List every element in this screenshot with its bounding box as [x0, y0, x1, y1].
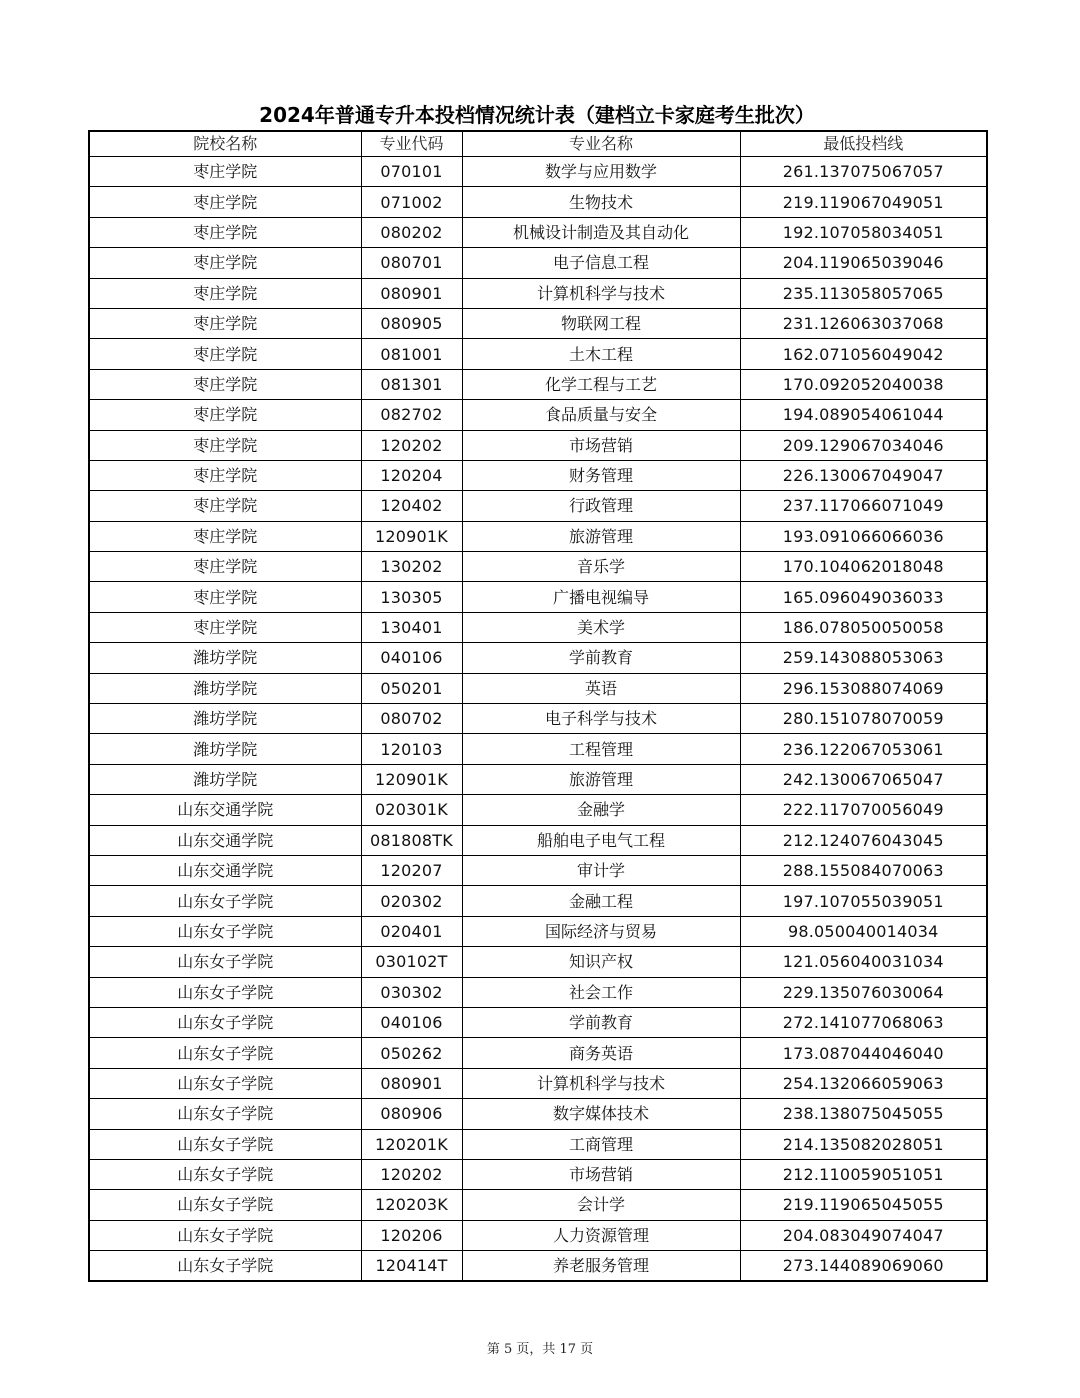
major-name-cell: 音乐学 [462, 552, 740, 582]
table-row [89, 1159, 987, 1189]
school-name-cell: 枣庄学院 [89, 278, 361, 308]
table-row [89, 278, 987, 308]
school-name-cell: 潍坊学院 [89, 704, 361, 734]
school-name-cell: 山东女子学院 [89, 1068, 361, 1098]
table-row [89, 521, 987, 551]
major-name-cell: 电子信息工程 [462, 248, 740, 278]
table-header-row [89, 131, 987, 157]
school-name-cell: 枣庄学院 [89, 430, 361, 460]
table-body [89, 157, 987, 1282]
table-row [89, 855, 987, 885]
min-score-cell: 231.126063037068 [740, 308, 987, 338]
major-name-cell: 土木工程 [462, 339, 740, 369]
major-code-cell: 040106 [361, 1007, 462, 1037]
table-row [89, 1038, 987, 1068]
major-code-cell: 080901 [361, 1068, 462, 1098]
min-score-cell: 236.122067053061 [740, 734, 987, 764]
major-name-cell: 物联网工程 [462, 308, 740, 338]
school-name-cell: 枣庄学院 [89, 552, 361, 582]
table-row [89, 491, 987, 521]
major-name-cell: 数学与应用数学 [462, 157, 740, 187]
major-code-cell: 120402 [361, 491, 462, 521]
table-row [89, 947, 987, 977]
major-code-cell: 030102T [361, 947, 462, 977]
table-row [89, 157, 987, 187]
major-name-cell: 工程管理 [462, 734, 740, 764]
major-code-cell: 120901K [361, 764, 462, 794]
major-name-cell: 生物技术 [462, 187, 740, 217]
major-code-cell: 080906 [361, 1099, 462, 1129]
major-code-cell: 080901 [361, 278, 462, 308]
major-code-cell: 130305 [361, 582, 462, 612]
major-code-cell: 120206 [361, 1220, 462, 1250]
major-name-cell: 养老服务管理 [462, 1251, 740, 1282]
school-name-cell: 山东女子学院 [89, 1129, 361, 1159]
min-score-cell: 254.132066059063 [740, 1068, 987, 1098]
major-code-cell: 050201 [361, 673, 462, 703]
school-name-cell: 山东交通学院 [89, 855, 361, 885]
table-row [89, 582, 987, 612]
major-name-cell: 学前教育 [462, 1007, 740, 1037]
major-code-cell: 070101 [361, 157, 462, 187]
school-name-cell: 枣庄学院 [89, 217, 361, 247]
school-name-cell: 山东交通学院 [89, 795, 361, 825]
major-code-cell: 020401 [361, 916, 462, 946]
school-name-cell: 山东女子学院 [89, 1099, 361, 1129]
min-score-cell: 170.104062018048 [740, 552, 987, 582]
school-name-cell: 枣庄学院 [89, 612, 361, 642]
major-code-cell: 082702 [361, 400, 462, 430]
major-name-cell: 旅游管理 [462, 521, 740, 551]
min-score-cell: 194.089054061044 [740, 400, 987, 430]
school-name-cell: 山东女子学院 [89, 1007, 361, 1037]
min-score-cell: 162.071056049042 [740, 339, 987, 369]
min-score-cell: 165.096049036033 [740, 582, 987, 612]
table-row [89, 825, 987, 855]
major-name-cell: 美术学 [462, 612, 740, 642]
major-code-cell: 120203K [361, 1190, 462, 1220]
major-code-cell: 120202 [361, 1159, 462, 1189]
table-row [89, 1220, 987, 1250]
major-name-cell: 会计学 [462, 1190, 740, 1220]
table-row [89, 612, 987, 642]
header-min-score: 最低投档线 [740, 131, 987, 157]
major-code-cell: 120207 [361, 855, 462, 885]
school-name-cell: 潍坊学院 [89, 643, 361, 673]
table-row [89, 673, 987, 703]
major-name-cell: 商务英语 [462, 1038, 740, 1068]
major-name-cell: 学前教育 [462, 643, 740, 673]
school-name-cell: 山东女子学院 [89, 977, 361, 1007]
min-score-cell: 193.091066066036 [740, 521, 987, 551]
table-row [89, 734, 987, 764]
major-name-cell: 计算机科学与技术 [462, 1068, 740, 1098]
header-major-name: 专业名称 [462, 131, 740, 157]
school-name-cell: 枣庄学院 [89, 582, 361, 612]
table-row [89, 1099, 987, 1129]
min-score-cell: 226.130067049047 [740, 460, 987, 490]
min-score-cell: 272.141077068063 [740, 1007, 987, 1037]
min-score-cell: 219.119067049051 [740, 187, 987, 217]
min-score-cell: 209.129067034046 [740, 430, 987, 460]
school-name-cell: 山东女子学院 [89, 1159, 361, 1189]
header-major-code: 专业代码 [361, 131, 462, 157]
major-code-cell: 080702 [361, 704, 462, 734]
major-code-cell: 130202 [361, 552, 462, 582]
table-row [89, 977, 987, 1007]
min-score-cell: 204.083049074047 [740, 1220, 987, 1250]
min-score-cell: 273.144089069060 [740, 1251, 987, 1282]
min-score-cell: 212.110059051051 [740, 1159, 987, 1189]
school-name-cell: 潍坊学院 [89, 734, 361, 764]
table-row [89, 552, 987, 582]
school-name-cell: 山东女子学院 [89, 947, 361, 977]
major-name-cell: 英语 [462, 673, 740, 703]
major-name-cell: 人力资源管理 [462, 1220, 740, 1250]
school-name-cell: 山东女子学院 [89, 1190, 361, 1220]
table-row [89, 1068, 987, 1098]
min-score-cell: 121.056040031034 [740, 947, 987, 977]
school-name-cell: 枣庄学院 [89, 308, 361, 338]
major-code-cell: 030302 [361, 977, 462, 1007]
major-name-cell: 审计学 [462, 855, 740, 885]
major-code-cell: 081001 [361, 339, 462, 369]
min-score-cell: 261.137075067057 [740, 157, 987, 187]
min-score-cell: 192.107058034051 [740, 217, 987, 247]
min-score-cell: 212.124076043045 [740, 825, 987, 855]
major-code-cell: 081808TK [361, 825, 462, 855]
admission-table [88, 130, 988, 1282]
school-name-cell: 枣庄学院 [89, 187, 361, 217]
major-name-cell: 数字媒体技术 [462, 1099, 740, 1129]
major-code-cell: 120901K [361, 521, 462, 551]
major-name-cell: 食品质量与安全 [462, 400, 740, 430]
page-title: 2024年普通专升本投档情况统计表（建档立卡家庭考生批次） [259, 103, 815, 127]
table-row [89, 886, 987, 916]
major-code-cell: 080701 [361, 248, 462, 278]
min-score-cell: 259.143088053063 [740, 643, 987, 673]
min-score-cell: 238.138075045055 [740, 1099, 987, 1129]
school-name-cell: 潍坊学院 [89, 764, 361, 794]
major-code-cell: 120204 [361, 460, 462, 490]
school-name-cell: 枣庄学院 [89, 400, 361, 430]
major-code-cell: 020302 [361, 886, 462, 916]
major-name-cell: 金融工程 [462, 886, 740, 916]
major-name-cell: 广播电视编导 [462, 582, 740, 612]
school-name-cell: 枣庄学院 [89, 248, 361, 278]
major-name-cell: 财务管理 [462, 460, 740, 490]
school-name-cell: 枣庄学院 [89, 491, 361, 521]
major-name-cell: 社会工作 [462, 977, 740, 1007]
min-score-cell: 214.135082028051 [740, 1129, 987, 1159]
table-row [89, 217, 987, 247]
school-name-cell: 山东女子学院 [89, 1251, 361, 1282]
major-name-cell: 电子科学与技术 [462, 704, 740, 734]
min-score-cell: 170.092052040038 [740, 369, 987, 399]
major-name-cell: 计算机科学与技术 [462, 278, 740, 308]
header-school: 院校名称 [89, 131, 361, 157]
school-name-cell: 山东女子学院 [89, 886, 361, 916]
major-name-cell: 市场营销 [462, 1159, 740, 1189]
major-name-cell: 金融学 [462, 795, 740, 825]
school-name-cell: 山东交通学院 [89, 825, 361, 855]
min-score-cell: 235.113058057065 [740, 278, 987, 308]
min-score-cell: 219.119065045055 [740, 1190, 987, 1220]
major-name-cell: 旅游管理 [462, 764, 740, 794]
major-code-cell: 020301K [361, 795, 462, 825]
min-score-cell: 288.155084070063 [740, 855, 987, 885]
table-row [89, 1007, 987, 1037]
major-name-cell: 机械设计制造及其自动化 [462, 217, 740, 247]
school-name-cell: 枣庄学院 [89, 521, 361, 551]
school-name-cell: 枣庄学院 [89, 339, 361, 369]
table-row [89, 308, 987, 338]
min-score-cell: 197.107055039051 [740, 886, 987, 916]
major-code-cell: 081301 [361, 369, 462, 399]
major-name-cell: 行政管理 [462, 491, 740, 521]
major-code-cell: 080905 [361, 308, 462, 338]
major-name-cell: 市场营销 [462, 430, 740, 460]
school-name-cell: 潍坊学院 [89, 673, 361, 703]
table-row [89, 764, 987, 794]
min-score-cell: 242.130067065047 [740, 764, 987, 794]
min-score-cell: 98.050040014034 [740, 916, 987, 946]
major-code-cell: 130401 [361, 612, 462, 642]
table-row [89, 339, 987, 369]
table-row [89, 1190, 987, 1220]
table-row [89, 369, 987, 399]
major-code-cell: 120201K [361, 1129, 462, 1159]
major-code-cell: 071002 [361, 187, 462, 217]
major-code-cell: 080202 [361, 217, 462, 247]
major-name-cell: 工商管理 [462, 1129, 740, 1159]
major-name-cell: 化学工程与工艺 [462, 369, 740, 399]
school-name-cell: 枣庄学院 [89, 369, 361, 399]
major-code-cell: 040106 [361, 643, 462, 673]
school-name-cell: 枣庄学院 [89, 460, 361, 490]
major-name-cell: 知识产权 [462, 947, 740, 977]
table-row [89, 460, 987, 490]
table-row [89, 1251, 987, 1282]
school-name-cell: 山东女子学院 [89, 1038, 361, 1068]
min-score-cell: 280.151078070059 [740, 704, 987, 734]
table-row [89, 704, 987, 734]
school-name-cell: 枣庄学院 [89, 157, 361, 187]
major-code-cell: 050262 [361, 1038, 462, 1068]
major-name-cell: 船舶电子电气工程 [462, 825, 740, 855]
min-score-cell: 173.087044046040 [740, 1038, 987, 1068]
table-row [89, 430, 987, 460]
min-score-cell: 229.135076030064 [740, 977, 987, 1007]
table-row [89, 1129, 987, 1159]
min-score-cell: 186.078050050058 [740, 612, 987, 642]
table-row [89, 400, 987, 430]
min-score-cell: 222.117070056049 [740, 795, 987, 825]
min-score-cell: 204.119065039046 [740, 248, 987, 278]
major-code-cell: 120103 [361, 734, 462, 764]
major-code-cell: 120414T [361, 1251, 462, 1282]
page-footer: 第 5 页，共 17 页 [486, 1342, 594, 1357]
table-row [89, 643, 987, 673]
table-row [89, 248, 987, 278]
table-row [89, 795, 987, 825]
table-row [89, 187, 987, 217]
table-row [89, 916, 987, 946]
min-score-cell: 237.117066071049 [740, 491, 987, 521]
min-score-cell: 296.153088074069 [740, 673, 987, 703]
school-name-cell: 山东女子学院 [89, 1220, 361, 1250]
school-name-cell: 山东女子学院 [89, 916, 361, 946]
major-code-cell: 120202 [361, 430, 462, 460]
major-name-cell: 国际经济与贸易 [462, 916, 740, 946]
